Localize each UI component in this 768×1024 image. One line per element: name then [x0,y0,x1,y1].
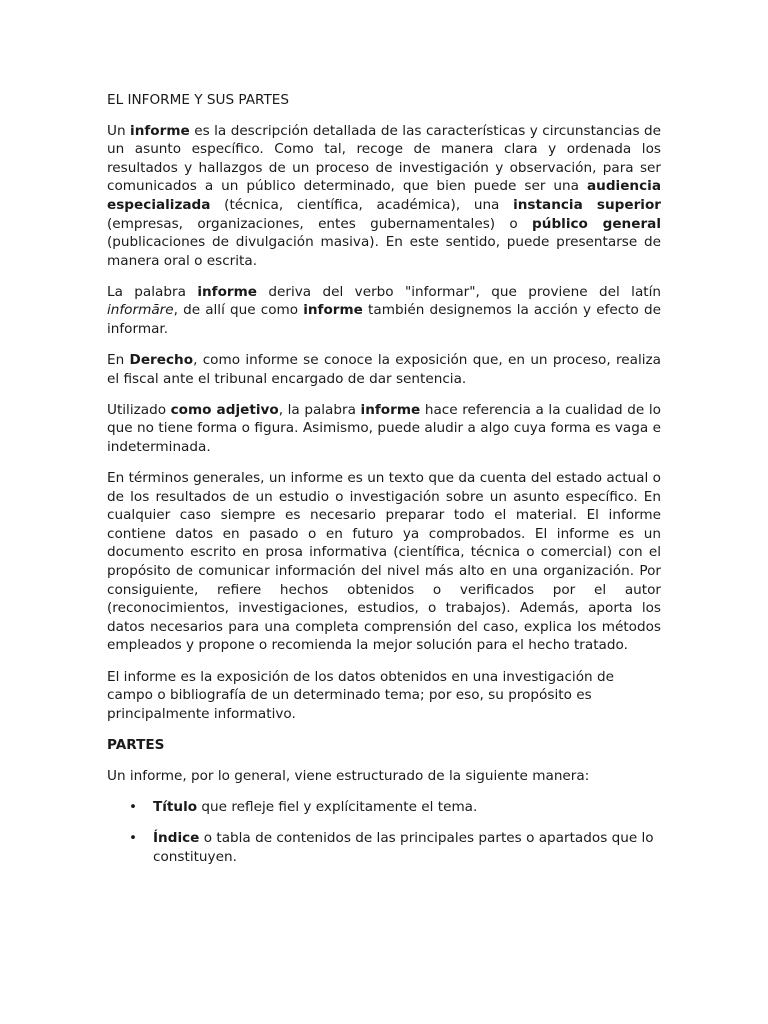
document-title: EL INFORME Y SUS PARTES [107,92,290,108]
bold-term-informe: informe [197,283,257,300]
text-run: Utilizado [107,401,171,418]
list-item-term: Índice [153,830,200,847]
text-run: La palabra [107,283,198,300]
paragraph-general: En términos generales, un informe es un texto que da cuenta del estado actual o de los resultados de un estudio o investigación sobre un asunto específico. En cualquier caso siempre es necesario preparar todo el material. El informe contiene datos en pasado o en futuro ya comprobados. El informe es un documento escrito en prosa informativa (científica, técnica o comercial) con el propósito de comunicar información del nivel más alto en una organización. Por consiguiente, refiere hechos obtenidos o verificados por el autor (reconocimientos, investigaciones, estudios, o trabajos). Además, aporta los datos necesarios para una completa comprensión del caso, explica los métodos empleados y propone o recomienda la mejor solución para el hecho tratado. [107,470,661,654]
parts-list [107,798,661,866]
list-item [107,829,661,866]
text-run: Un [107,122,131,139]
text-run: (empresas, organizaciones, entes gubernamentales) o [107,215,533,232]
text-run: , de allí que como [173,302,304,319]
list-item-text: o tabla de contenidos de las principales partes o apartados que lo constituyen. [153,830,654,865]
document-page [107,91,661,879]
text-run: , como informe se conoce la exposición que, en un proceso, realiza el fiscal ante el tribunal encargado de dar sentencia. [107,352,662,387]
text-run: , la palabra [278,401,361,418]
paragraph-adjetivo [107,401,661,457]
paragraph-exposicion: El informe es la exposición de los datos obtenidos en una investigación de campo o bibliografía de un determinado tema; por eso, su propósito es principalmente informativo. [107,668,614,722]
bold-term-informe: informe [303,302,363,319]
section-heading-partes: PARTES [107,736,165,753]
bold-term-derecho: Derecho [129,352,194,369]
list-item [107,798,661,817]
paragraph-estructura: Un informe, por lo general, viene estructurado de la siguiente manera: [107,767,590,784]
list-item-term: Título [153,799,198,815]
text-run: deriva del verbo "informar", que proviene del latín [257,283,662,300]
bullet-icon: • [129,830,138,847]
text-run: En [107,352,130,369]
text-run: (técnica, científica, académica), una [210,196,514,213]
bold-term-instancia: instancia superior [513,196,661,213]
text-run: también designemos la acción y efecto de informar. [107,302,661,338]
paragraph-etymology [107,283,661,339]
bold-term-publico: público general [532,215,661,232]
paragraph-definition [107,122,661,271]
text-run: hace referencia a la cualidad de lo que no tiene forma o figura. Asimismo, puede aludir a algo cuya forma es vaga e indeterminada. [107,401,661,455]
text-run: (publicaciones de divulgación masiva). En este sentido, puede presentarse de manera oral o escrita. [107,234,661,269]
italic-term-latin: informāre [107,302,174,319]
list-item-text: que refleje fiel y explícitamente el tema. [197,799,478,815]
bold-term-adjetivo: como adjetivo [170,401,279,418]
paragraph-derecho [107,351,661,388]
bold-term-informe: informe [360,401,421,418]
bullet-icon: • [129,799,138,815]
text-run: es la descripción detallada de las características y circunstancias de un asunto específico. Como tal, recoge de manera clara y ordenada los resultados y hallazgos de un proceso de investigación y observación, para ser comunicados a un público determinado, que bien puede ser una [107,122,661,195]
bold-term-audiencia: audiencia especializada [107,178,661,213]
bold-term-informe: informe [130,122,190,139]
